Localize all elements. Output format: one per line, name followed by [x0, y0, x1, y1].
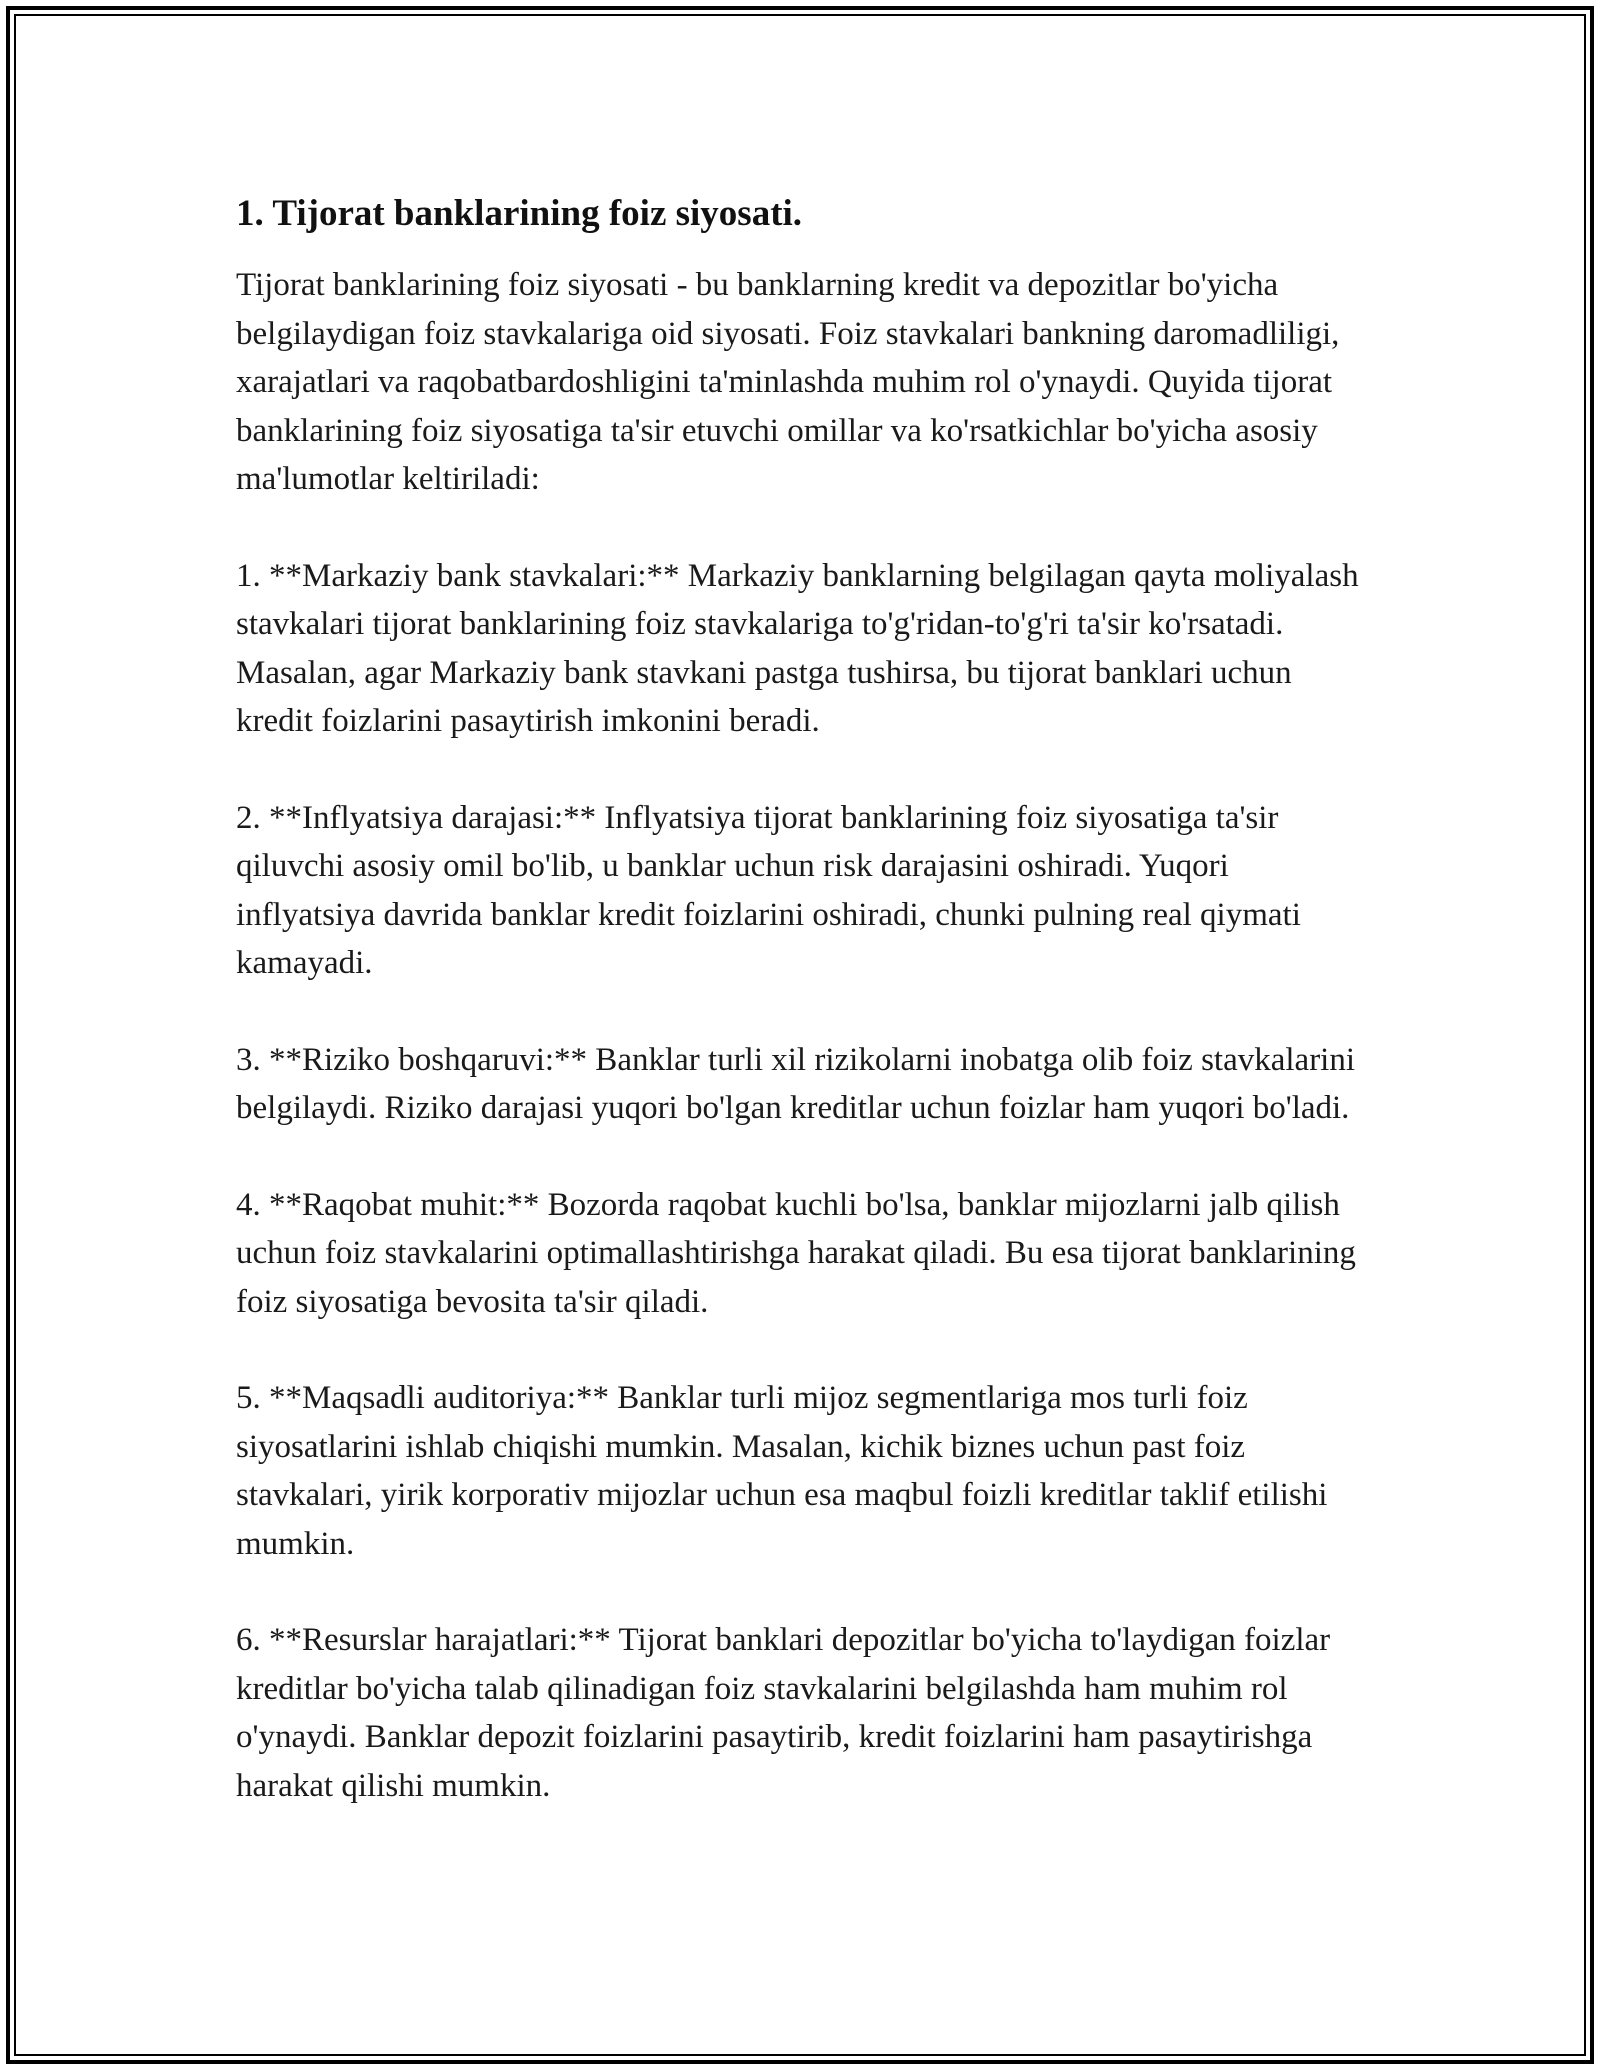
intro-paragraph: Tijorat banklarining foiz siyosati - bu banklarning kredit va depozitlar bo'yicha belgilaydigan foiz stavkalariga oid siyosati. Foiz stavkalari bankning daromadliligi, xarajatlari va raqobatbardoshligini ta'minlashda muhim rol o'ynaydi. Quyida tijorat banklarining foiz siyosatiga ta'sir etuvchi omillar va ko'rsatkichlar bo'yicha asosiy ma'lumotlar keltiriladi: — [236, 267, 1340, 497]
list-item-central-bank-rates: 1. **Markaziy bank stavkalari:** Markaziy banklarning belgilagan qayta moliyalash stavkalari tijorat banklarining foiz stavkalariga to'g'ridan-to'g'ri ta'sir ko'rsatadi. Masalan, agar Markaziy bank stavkani pastga tushirsa, bu tijorat banklari uchun kredit foizlarini pasaytirish imkonini beradi. — [236, 557, 1359, 739]
list-item-inflation-level: 2. **Inflyatsiya darajasi:** Inflyatsiya tijorat banklarining foiz siyosatiga ta'sir qiluvchi asosiy omil bo'lib, u banklar uchun risk darajasini oshiradi. Yuqori inflyatsiya davrida banklar kredit foizlarini oshiradi, chunki pulning real qiymati kamayadi. — [236, 799, 1301, 981]
document-body — [236, 186, 1376, 1810]
list-item-resource-costs: 6. **Resurslar harajatlari:** Tijorat banklari depozitlar bo'yicha to'laydigan foizlar kreditlar bo'yicha talab qilinadigan foiz stavkalarini belgilashda ham muhim rol o'ynaydi. Banklar depozit foizlarini pasaytirib, kredit foizlarini ham pasaytirishga harakat qilishi mumkin. — [236, 1622, 1331, 1804]
list-item-target-audience: 5. **Maqsadli auditoriya:** Banklar turli mijoz segmentlariga mos turli foiz siyosatlarini ishlab chiqishi mumkin. Masalan, kichik biznes uchun past foiz stavkalari, yirik korporativ mijozlar uchun esa maqbul foizli kreditlar taklif etilishi mumkin. — [236, 1380, 1328, 1562]
document-title: 1. Tijorat banklarining foiz siyosati. — [236, 193, 803, 234]
list-item-risk-management: 3. **Riziko boshqaruvi:** Banklar turli xil rizikolarni inobatga olib foiz stavkalarini belgilaydi. Riziko darajasi yuqori bo'lgan kreditlar uchun foizlar ham yuqori bo'ladi. — [236, 1041, 1356, 1126]
list-item-competitive-environment: 4. **Raqobat muhit:** Bozorda raqobat kuchli bo'lsa, banklar mijozlarni jalb qilish uchun foiz stavkalarini optimallashtirishga harakat qiladi. Bu esa tijorat banklarining foiz siyosatiga bevosita ta'sir qiladi. — [236, 1186, 1356, 1320]
